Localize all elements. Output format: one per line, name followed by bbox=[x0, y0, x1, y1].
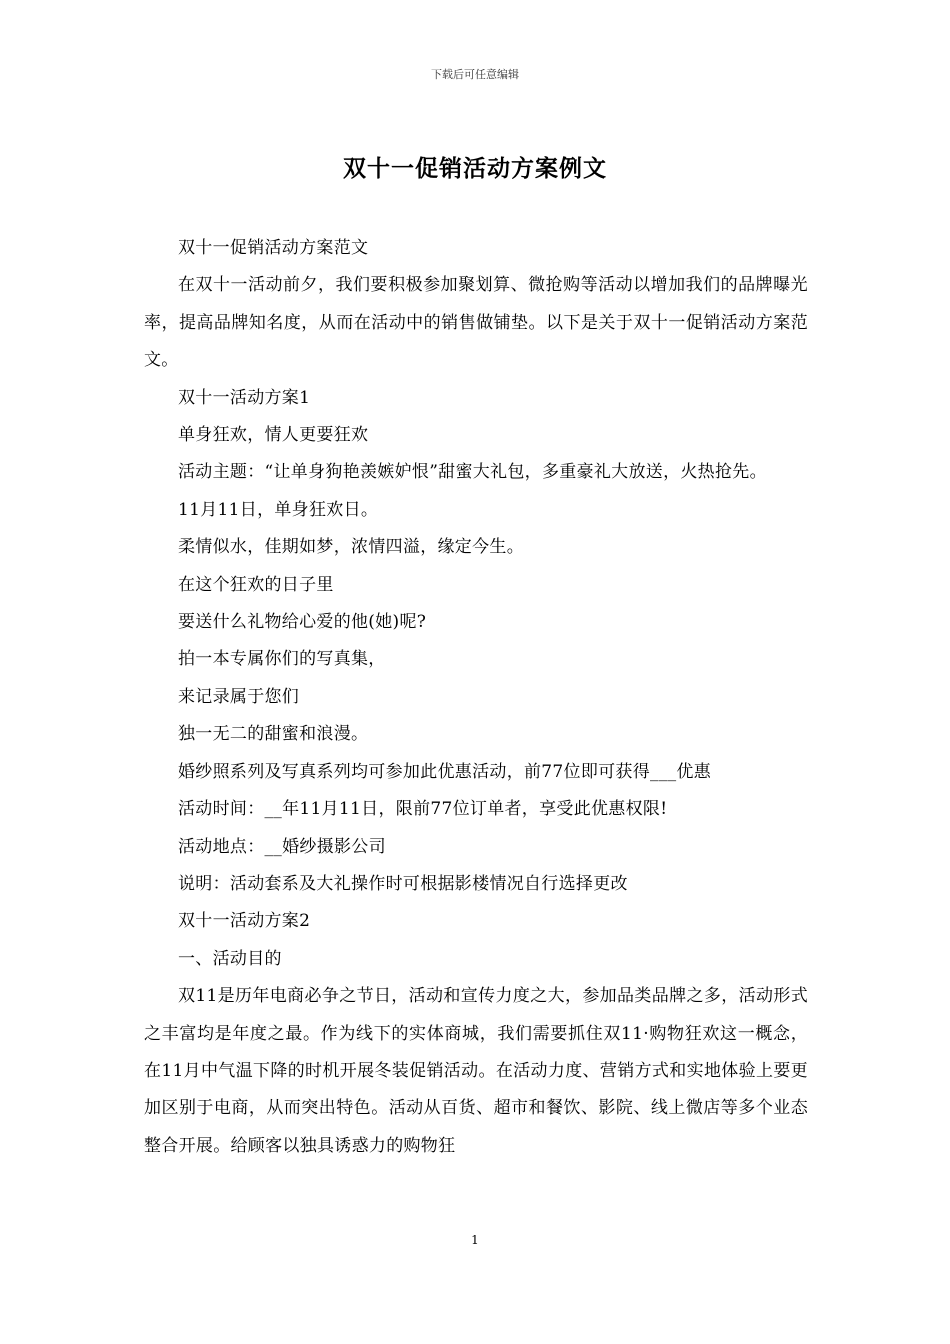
document-title: 双十一促销活动方案例文 bbox=[343, 155, 607, 182]
header-note: 下载后可任意编辑 bbox=[431, 68, 519, 81]
paragraph: 活动地点：__婚纱摄影公司 bbox=[178, 836, 386, 857]
paragraph: 说明：活动套系及大礼操作时可根据影楼情况自行选择更改 bbox=[178, 873, 628, 894]
document-body bbox=[144, 230, 808, 1165]
paragraph: 活动主题：“让单身狗艳羡嫉妒恨”甜蜜大礼包，多重豪礼大放送，火热抢先。 bbox=[178, 462, 767, 483]
paragraph: 要送什么礼物给心爱的他(她)呢? bbox=[178, 612, 427, 633]
paragraph: 双11是历年电商必争之节日，活动和宣传力度之大，参加品类品牌之多，活动形式之丰富均是年度之最。作为线下的实体商城，我们需要抓住双11·购物狂欢这一概念，在11月中气温下降的时机开展冬装促销活动。在活动力度、营销方式和实地体验上要更加区别于电商，从而突出特色。活动从百货、超市和餐饮、影院、线上微店等多个业态整合开展。给顾客以独具诱惑力的购物狂 bbox=[144, 986, 808, 1156]
paragraph: 独一无二的甜蜜和浪漫。 bbox=[178, 724, 369, 745]
paragraph: 单身狂欢，情人更要狂欢 bbox=[178, 425, 369, 446]
paragraph: 11月11日，单身狂欢日。 bbox=[178, 499, 379, 520]
paragraph: 柔情似水，佳期如梦，浓情四溢，缘定今生。 bbox=[178, 537, 524, 558]
paragraph: 在双十一活动前夕，我们要积极参加聚划算、微抢购等活动以增加我们的品牌曝光率，提高品牌知名度，从而在活动中的销售做铺垫。以下是关于双十一促销活动方案范文。 bbox=[144, 275, 808, 371]
paragraph: 婚纱照系列及写真系列均可参加此优惠活动，前77位即可获得___优惠 bbox=[178, 761, 712, 782]
paragraph: 双十一促销活动方案范文 bbox=[178, 238, 369, 258]
paragraph: 来记录属于您们 bbox=[178, 686, 300, 707]
paragraph: 在这个狂欢的日子里 bbox=[178, 574, 334, 595]
paragraph: 拍一本专属你们的写真集， bbox=[178, 649, 386, 670]
paragraph: 一、活动目的 bbox=[178, 948, 282, 969]
page-number: 1 bbox=[471, 1233, 479, 1247]
paragraph: 双十一活动方案1 bbox=[178, 387, 311, 408]
paragraph: 双十一活动方案2 bbox=[178, 911, 311, 932]
paragraph: 活动时间：__年11月11日，限前77位订单者，享受此优惠权限! bbox=[178, 799, 668, 820]
